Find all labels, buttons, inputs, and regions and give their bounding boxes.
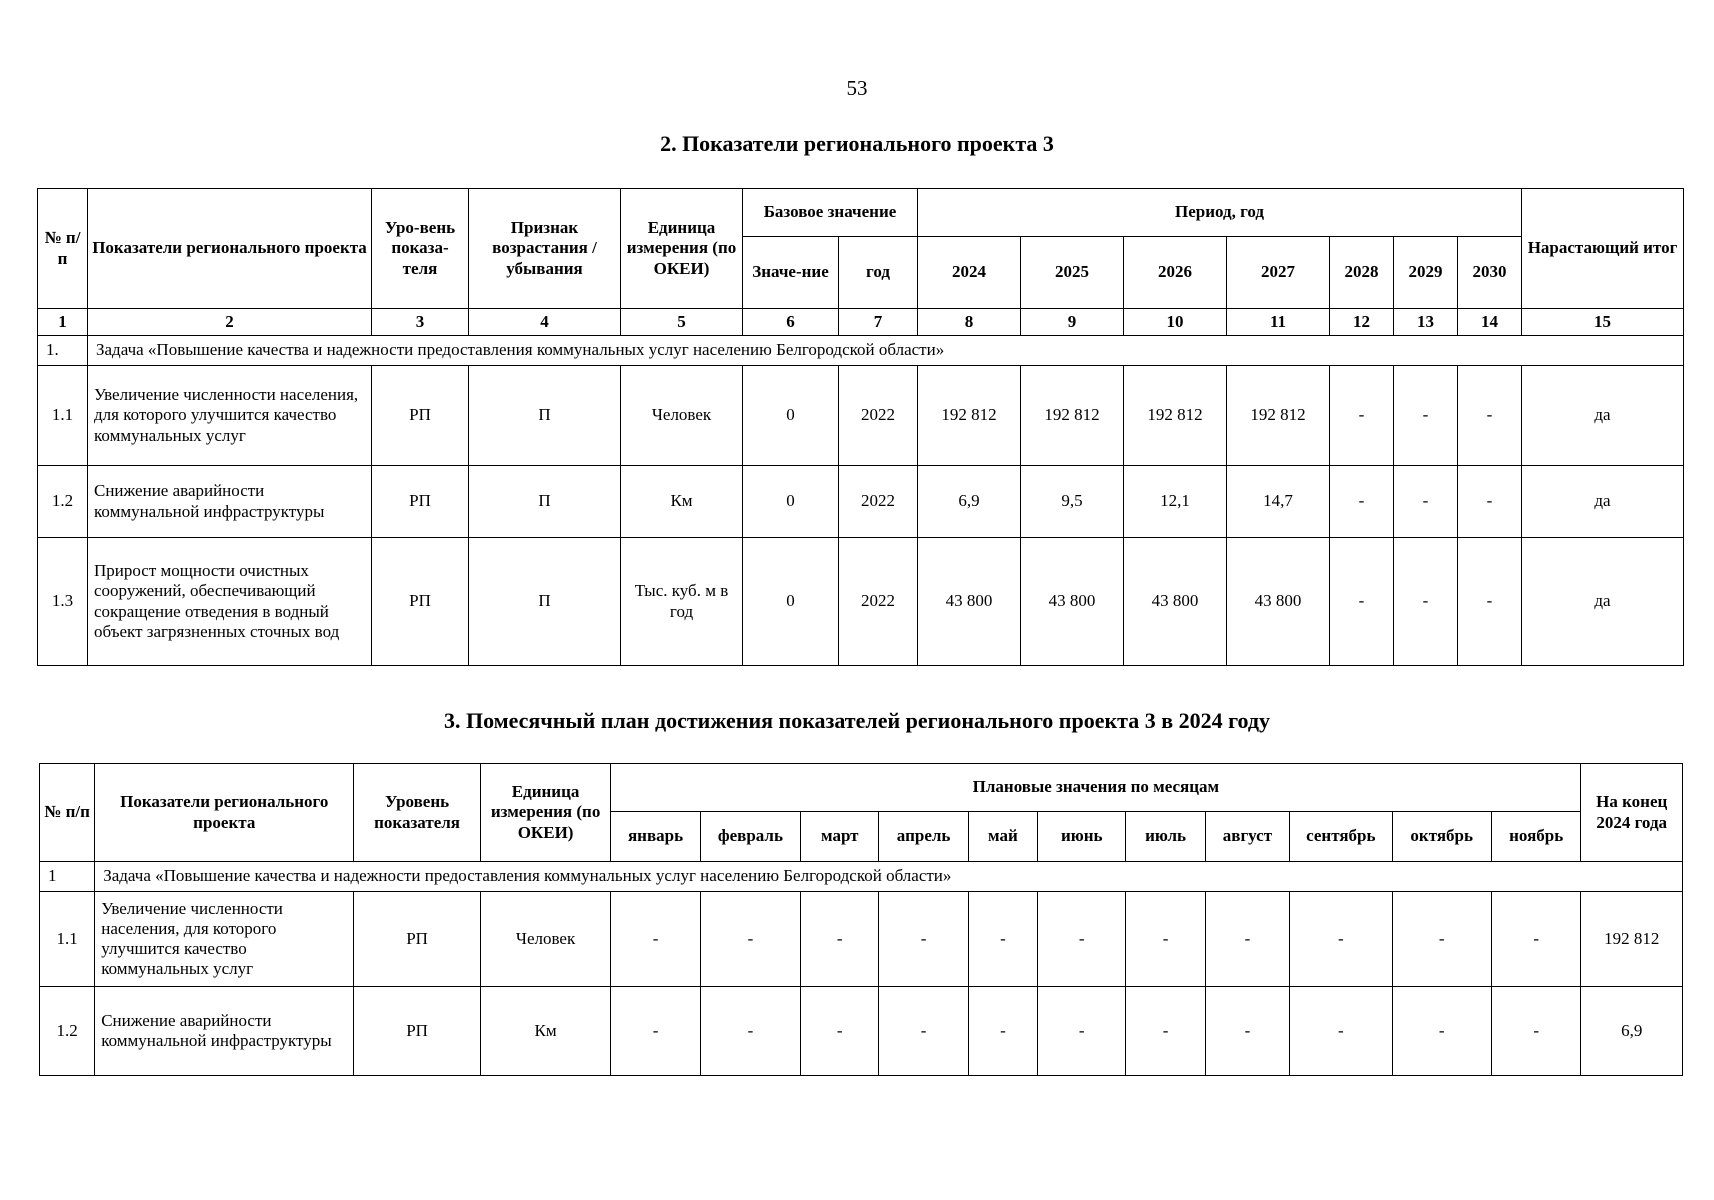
header-period: Период, год — [918, 189, 1522, 237]
row-year-end: 192 812 — [1581, 892, 1683, 987]
row-month-value: - — [611, 987, 700, 1076]
table-row — [38, 466, 1684, 538]
row-level: РП — [372, 366, 469, 466]
row-unit: Человек — [480, 892, 611, 987]
row-value: 6,9 — [918, 466, 1021, 538]
header-planned: Плановые значения по месяцам — [611, 764, 1581, 812]
header-base-year: год — [839, 237, 918, 309]
row-month-value: - — [1126, 892, 1205, 987]
header-level: Уровень показателя — [354, 764, 481, 862]
header-month: октябрь — [1392, 812, 1491, 862]
header-month: июль — [1126, 812, 1205, 862]
row-indicator: Снижение аварийности коммунальной инфраструктуры — [88, 466, 372, 538]
row-indicator: Прирост мощности очистных сооружений, обеспечивающий сокращение отведения в водный объект загрязненных сточных вод — [88, 538, 372, 666]
column-numbers-row — [38, 309, 1684, 336]
header-indicator: Показатели регионального проекта — [88, 189, 372, 309]
row-value: 12,1 — [1124, 466, 1227, 538]
column-number: 1 — [38, 309, 88, 336]
row-base-value: 0 — [743, 466, 839, 538]
row-base-value: 0 — [743, 538, 839, 666]
header-month: январь — [611, 812, 700, 862]
header-month: март — [801, 812, 879, 862]
row-unit: Тыс. куб. м в год — [621, 538, 743, 666]
row-value: - — [1330, 466, 1394, 538]
row-month-value: - — [1392, 987, 1491, 1076]
header-month: апрель — [879, 812, 968, 862]
row-value: 9,5 — [1021, 466, 1124, 538]
header-month: февраль — [700, 812, 800, 862]
task-row — [40, 862, 1683, 892]
task-text: Задача «Повышение качества и надежности предоставления коммунальных услуг населению Белгородской области» — [95, 862, 1683, 892]
row-base-year: 2022 — [839, 466, 918, 538]
header-trend: Признак возрастания / убывания — [469, 189, 621, 309]
row-cumulative: да — [1522, 466, 1684, 538]
column-number: 14 — [1458, 309, 1522, 336]
row-trend: П — [469, 466, 621, 538]
column-number: 2 — [88, 309, 372, 336]
header-unit: Единица измерения (по ОКЕИ) — [621, 189, 743, 309]
row-month-value: - — [700, 892, 800, 987]
column-number: 3 — [372, 309, 469, 336]
row-value: - — [1394, 466, 1458, 538]
row-base-year: 2022 — [839, 538, 918, 666]
row-trend: П — [469, 538, 621, 666]
row-month-value: - — [700, 987, 800, 1076]
regional-project-indicators-table — [37, 188, 1684, 666]
section-2-title: 2. Показатели регионального проекта 3 — [660, 131, 1054, 156]
table-row — [38, 366, 1684, 466]
row-value: 14,7 — [1227, 466, 1330, 538]
row-level: РП — [372, 466, 469, 538]
header-year: 2029 — [1394, 237, 1458, 309]
column-number: 7 — [839, 309, 918, 336]
row-month-value: - — [801, 892, 879, 987]
page-number: 53 — [846, 76, 868, 100]
header-base-value: Значе-ние — [743, 237, 839, 309]
row-value: - — [1458, 538, 1522, 666]
row-unit: Км — [621, 466, 743, 538]
column-number: 5 — [621, 309, 743, 336]
header-month: май — [968, 812, 1037, 862]
row-month-value: - — [1205, 987, 1289, 1076]
table-row — [40, 987, 1683, 1076]
row-month-value: - — [1290, 892, 1392, 987]
column-number: 15 — [1522, 309, 1684, 336]
header-base: Базовое значение — [743, 189, 918, 237]
column-number: 9 — [1021, 309, 1124, 336]
row-value: - — [1458, 366, 1522, 466]
row-month-value: - — [1038, 987, 1126, 1076]
row-num: 1.1 — [38, 366, 88, 466]
row-cumulative: да — [1522, 538, 1684, 666]
header-cumulative: Нарастающий итог — [1522, 189, 1684, 309]
row-value: - — [1330, 366, 1394, 466]
column-number: 13 — [1394, 309, 1458, 336]
row-value: 43 800 — [1124, 538, 1227, 666]
row-month-value: - — [611, 892, 700, 987]
header-year: 2026 — [1124, 237, 1227, 309]
table-row — [38, 538, 1684, 666]
row-month-value: - — [879, 987, 968, 1076]
row-level: РП — [354, 892, 481, 987]
column-number: 4 — [469, 309, 621, 336]
row-month-value: - — [1038, 892, 1126, 987]
header-month: сентябрь — [1290, 812, 1392, 862]
row-indicator: Увеличение численности населения, для которого улучшится качество коммунальных услуг — [88, 366, 372, 466]
header-num: № п/п — [40, 764, 95, 862]
row-unit: Человек — [621, 366, 743, 466]
row-month-value: - — [968, 987, 1037, 1076]
row-value: 43 800 — [1227, 538, 1330, 666]
row-value: 192 812 — [1021, 366, 1124, 466]
row-month-value: - — [1126, 987, 1205, 1076]
task-text: Задача «Повышение качества и надежности предоставления коммунальных услуг населению Белгородской области» — [88, 336, 1684, 366]
row-month-value: - — [1290, 987, 1392, 1076]
row-trend: П — [469, 366, 621, 466]
header-month: ноябрь — [1491, 812, 1581, 862]
column-number: 11 — [1227, 309, 1330, 336]
row-month-value: - — [879, 892, 968, 987]
row-num: 1.2 — [40, 987, 95, 1076]
column-number: 10 — [1124, 309, 1227, 336]
row-level: РП — [354, 987, 481, 1076]
row-month-value: - — [1491, 892, 1581, 987]
header-year: 2024 — [918, 237, 1021, 309]
row-base-value: 0 — [743, 366, 839, 466]
header-level: Уро-вень показа-теля — [372, 189, 469, 309]
row-value: - — [1458, 466, 1522, 538]
header-month: август — [1205, 812, 1289, 862]
column-number: 8 — [918, 309, 1021, 336]
row-year-end: 6,9 — [1581, 987, 1683, 1076]
header-num: № п/п — [38, 189, 88, 309]
row-value: 192 812 — [918, 366, 1021, 466]
row-month-value: - — [1392, 892, 1491, 987]
row-month-value: - — [1205, 892, 1289, 987]
section-3-title: 3. Помесячный план достижения показателей регионального проекта 3 в 2024 году — [443, 708, 1271, 733]
column-number: 6 — [743, 309, 839, 336]
row-month-value: - — [1491, 987, 1581, 1076]
header-indicator: Показатели регионального проекта — [95, 764, 354, 862]
row-value: 43 800 — [1021, 538, 1124, 666]
row-value: 192 812 — [1227, 366, 1330, 466]
row-cumulative: да — [1522, 366, 1684, 466]
header-month: июнь — [1038, 812, 1126, 862]
row-indicator: Увеличение численности населения, для которого улучшится качество коммунальных услуг — [95, 892, 354, 987]
row-month-value: - — [801, 987, 879, 1076]
row-value: - — [1394, 538, 1458, 666]
row-unit: Км — [480, 987, 611, 1076]
row-value: - — [1330, 538, 1394, 666]
row-num: 1.2 — [38, 466, 88, 538]
header-year: 2025 — [1021, 237, 1124, 309]
row-level: РП — [372, 538, 469, 666]
header-unit: Единица измерения (по ОКЕИ) — [480, 764, 611, 862]
row-num: 1.3 — [38, 538, 88, 666]
row-base-year: 2022 — [839, 366, 918, 466]
column-number: 12 — [1330, 309, 1394, 336]
row-num: 1.1 — [40, 892, 95, 987]
header-year-end: На конец 2024 года — [1581, 764, 1683, 862]
row-month-value: - — [968, 892, 1037, 987]
task-num: 1 — [40, 862, 95, 892]
header-year: 2028 — [1330, 237, 1394, 309]
row-value: - — [1394, 366, 1458, 466]
row-value: 192 812 — [1124, 366, 1227, 466]
row-indicator: Снижение аварийности коммунальной инфраструктуры — [95, 987, 354, 1076]
task-row — [38, 336, 1684, 366]
row-value: 43 800 — [918, 538, 1021, 666]
monthly-plan-table — [39, 763, 1683, 1076]
header-year: 2027 — [1227, 237, 1330, 309]
header-year: 2030 — [1458, 237, 1522, 309]
table-row — [40, 892, 1683, 987]
task-num: 1. — [38, 336, 88, 366]
